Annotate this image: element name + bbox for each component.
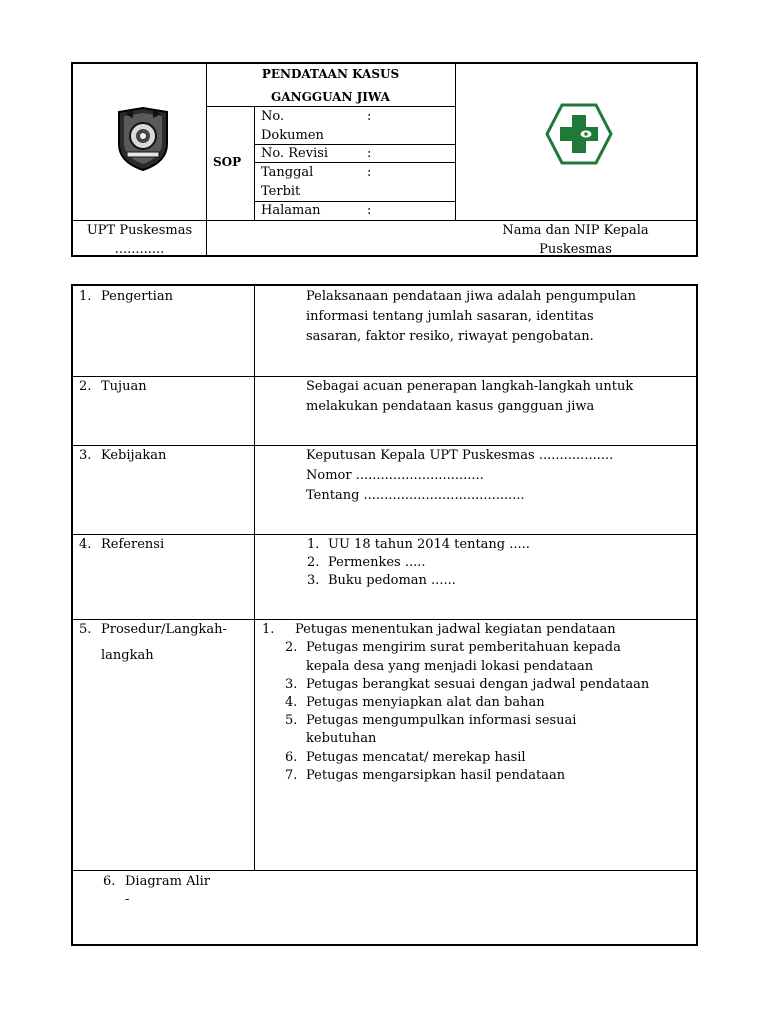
doc-number-colon: : (367, 109, 372, 124)
section-label-prosedur: Prosedur/Langkah- (101, 622, 227, 637)
header-divider (455, 64, 456, 220)
section-number: 6. (103, 874, 116, 889)
revision-colon: : (367, 146, 372, 161)
section-number: 5. (79, 622, 92, 637)
pengertian-text: informasi tentang jumlah sasaran, identitas (306, 309, 594, 324)
referensi-item: UU 18 tahun 2014 tentang ..... (328, 537, 530, 552)
prosedur-item: Petugas menentukan jadwal kegiatan pendataan (295, 622, 616, 637)
upt-name-line2: ............ (114, 242, 165, 257)
kebijakan-text: Tentang ....................................... (306, 488, 525, 503)
page-colon: : (367, 203, 372, 218)
prosedur-item: Petugas berangkat sesuai dengan jadwal pendataan (306, 677, 650, 692)
section-number: 1. (79, 289, 92, 304)
section-label-diagram: Diagram Alir (125, 874, 210, 889)
section-number: 3. (79, 448, 92, 463)
prosedur-item: Petugas mengirim surat pemberitahuan kepada (306, 640, 621, 655)
section-label-prosedur-cont: langkah (101, 648, 154, 663)
section-label-kebijakan: Kebijakan (101, 448, 167, 463)
sop-header-table (71, 62, 698, 257)
prosedur-item: Petugas menyiapkan alat dan bahan (306, 695, 545, 710)
tujuan-text: melakukan pendataan kasus gangguan jiwa (306, 399, 595, 414)
header-divider (254, 106, 255, 220)
prosedur-number: 3. (285, 677, 298, 692)
section-label-tujuan: Tujuan (101, 379, 147, 394)
prosedur-number: 2. (285, 640, 298, 655)
document-title-line2: GANGGUAN JIWA (271, 90, 390, 104)
issue-date-colon: : (367, 165, 372, 180)
head-signature-line1: Nama dan NIP Kepala (502, 223, 649, 238)
kebijakan-text: Nomor ............................... (306, 468, 484, 483)
section-label-pengertian: Pengertian (101, 289, 173, 304)
upt-name-line1: UPT Puskesmas (86, 223, 193, 238)
referensi-number: 1. (307, 537, 320, 552)
sop-content-table (71, 284, 698, 946)
page-label: Halaman (261, 203, 321, 218)
prosedur-item: Petugas mengumpulkan informasi sesuai (306, 713, 577, 728)
referensi-item: Buku pedoman ...... (328, 573, 456, 588)
revision-label: No. Revisi (261, 146, 329, 161)
section-label-referensi: Referensi (101, 537, 165, 552)
prosedur-item-cont: kepala desa yang menjadi lokasi pendataan (306, 659, 594, 674)
prosedur-number: 1. (262, 622, 275, 637)
pengertian-text: Pelaksanaan pendataan jiwa adalah pengumpulan (306, 289, 636, 304)
green-cross-icon (545, 103, 613, 165)
prosedur-item-cont: kebutuhan (306, 731, 377, 746)
tujuan-text: Sebagai acuan penerapan langkah-langkah untuk (306, 379, 634, 394)
sop-label: SOP (213, 155, 242, 169)
doc-number-label: No. (261, 109, 285, 124)
document-title-line1: PENDATAAN KASUS (261, 67, 400, 81)
kebijakan-text: Keputusan Kepala UPT Puskesmas .................. (306, 448, 614, 463)
issue-date-label: Tanggal (261, 165, 314, 180)
pengertian-text: sasaran, faktor resiko, riwayat pengobatan. (306, 329, 594, 344)
regional-seal-icon (113, 106, 173, 172)
diagram-value: - (125, 892, 130, 907)
section-number: 2. (79, 379, 92, 394)
prosedur-number: 4. (285, 695, 298, 710)
prosedur-item: Petugas mencatat/ merekap hasil (306, 750, 526, 765)
prosedur-number: 5. (285, 713, 298, 728)
content-divider (73, 870, 696, 871)
prosedur-number: 6. (285, 750, 298, 765)
section-number: 4. (79, 537, 92, 552)
head-signature-line2: Puskesmas (539, 242, 612, 257)
referensi-item: Permenkes ..... (328, 555, 426, 570)
content-divider (254, 286, 255, 870)
prosedur-item: Petugas mengarsipkan hasil pendataan (306, 768, 566, 783)
doc-number-label-cont: Dokumen (261, 128, 324, 143)
referensi-number: 3. (307, 573, 320, 588)
referensi-number: 2. (307, 555, 320, 570)
issue-date-label-cont: Terbit (261, 184, 301, 199)
prosedur-number: 7. (285, 768, 298, 783)
